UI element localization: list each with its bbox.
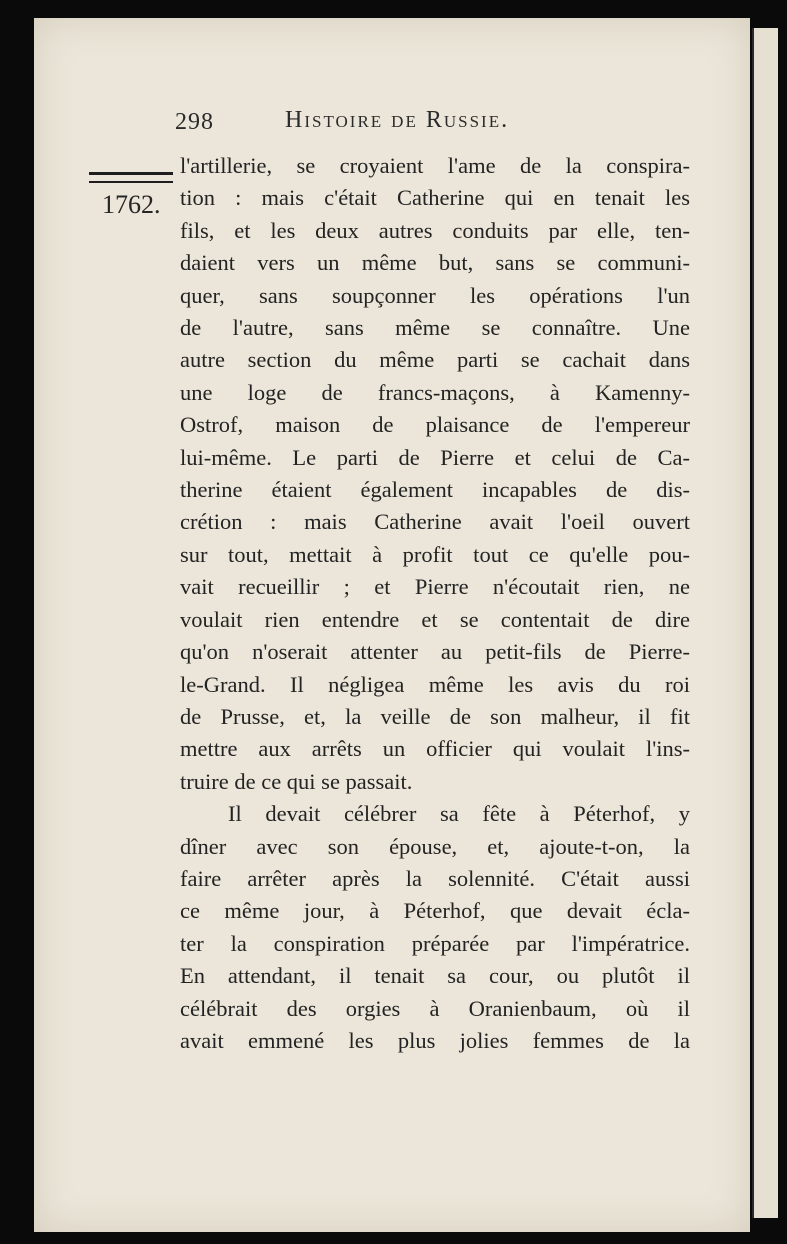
text-line: de l'autre, sans même se connaître. Une bbox=[180, 315, 690, 341]
text-line: faire arrêter après la solennité. C'était aussi bbox=[180, 865, 690, 891]
margin-year: 1762. bbox=[102, 190, 161, 219]
text-line: autre section du même parti se cachait dans bbox=[180, 347, 690, 373]
text-line: mettre aux arrêts un officier qui voulait l'ins- bbox=[180, 736, 690, 762]
text-line: sur tout, mettait à profit tout ce qu'elle pou- bbox=[180, 541, 690, 567]
text-line: célébrait des orgies à Oranienbaum, où il bbox=[180, 995, 690, 1021]
text-line: Ostrof, maison de plaisance de l'empereur bbox=[180, 412, 690, 438]
text-line: qu'on n'oserait attenter au petit-fils de Pierre- bbox=[180, 639, 690, 665]
text-line: crétion : mais Catherine avait l'oeil ouvert bbox=[180, 509, 690, 535]
text-line: ter la conspiration préparée par l'impératrice. bbox=[180, 930, 690, 956]
text-line: therine étaient également incapables de dis- bbox=[180, 477, 690, 503]
text-line: Il devait célébrer sa fête à Péterhof, y bbox=[228, 801, 690, 827]
text-line: En attendant, il tenait sa cour, ou plutôt il bbox=[180, 963, 690, 989]
next-page-edge bbox=[752, 28, 778, 1218]
page-number: 298 bbox=[175, 109, 214, 135]
margin-rule bbox=[89, 172, 173, 183]
text-line: truire de ce qui se passait. bbox=[180, 768, 413, 794]
text-line: daient vers un même but, sans se communi- bbox=[180, 250, 690, 276]
running-title: Histoire de Russie. bbox=[285, 107, 510, 133]
text-line: voulait rien entendre et se contentait de dire bbox=[180, 606, 690, 632]
text-line: quer, sans soupçonner les opérations l'un bbox=[180, 282, 690, 308]
text-line: une loge de francs-maçons, à Kamenny- bbox=[180, 379, 690, 405]
text-line: dîner avec son épouse, et, ajoute-t-on, la bbox=[180, 833, 690, 859]
text-line: l'artillerie, se croyaient l'ame de la conspira- bbox=[180, 153, 690, 178]
text-line: le-Grand. Il négligea même les avis du roi bbox=[180, 671, 690, 697]
text-line: lui-même. Le parti de Pierre et celui de Ca- bbox=[180, 444, 690, 470]
text-line: tion : mais c'était Catherine qui en tenait les bbox=[180, 185, 690, 211]
text-line: vait recueillir ; et Pierre n'écoutait rien, ne bbox=[180, 574, 690, 600]
body-text bbox=[180, 150, 690, 1057]
page-header bbox=[175, 105, 605, 145]
text-line: avait emmené les plus jolies femmes de la bbox=[180, 1027, 690, 1053]
text-line: fils, et les deux autres conduits par elle, ten- bbox=[180, 217, 690, 243]
text-line: ce même jour, à Péterhof, que devait écla- bbox=[180, 898, 690, 924]
text-line: de Prusse, et, la veille de son malheur, il fit bbox=[180, 703, 690, 729]
